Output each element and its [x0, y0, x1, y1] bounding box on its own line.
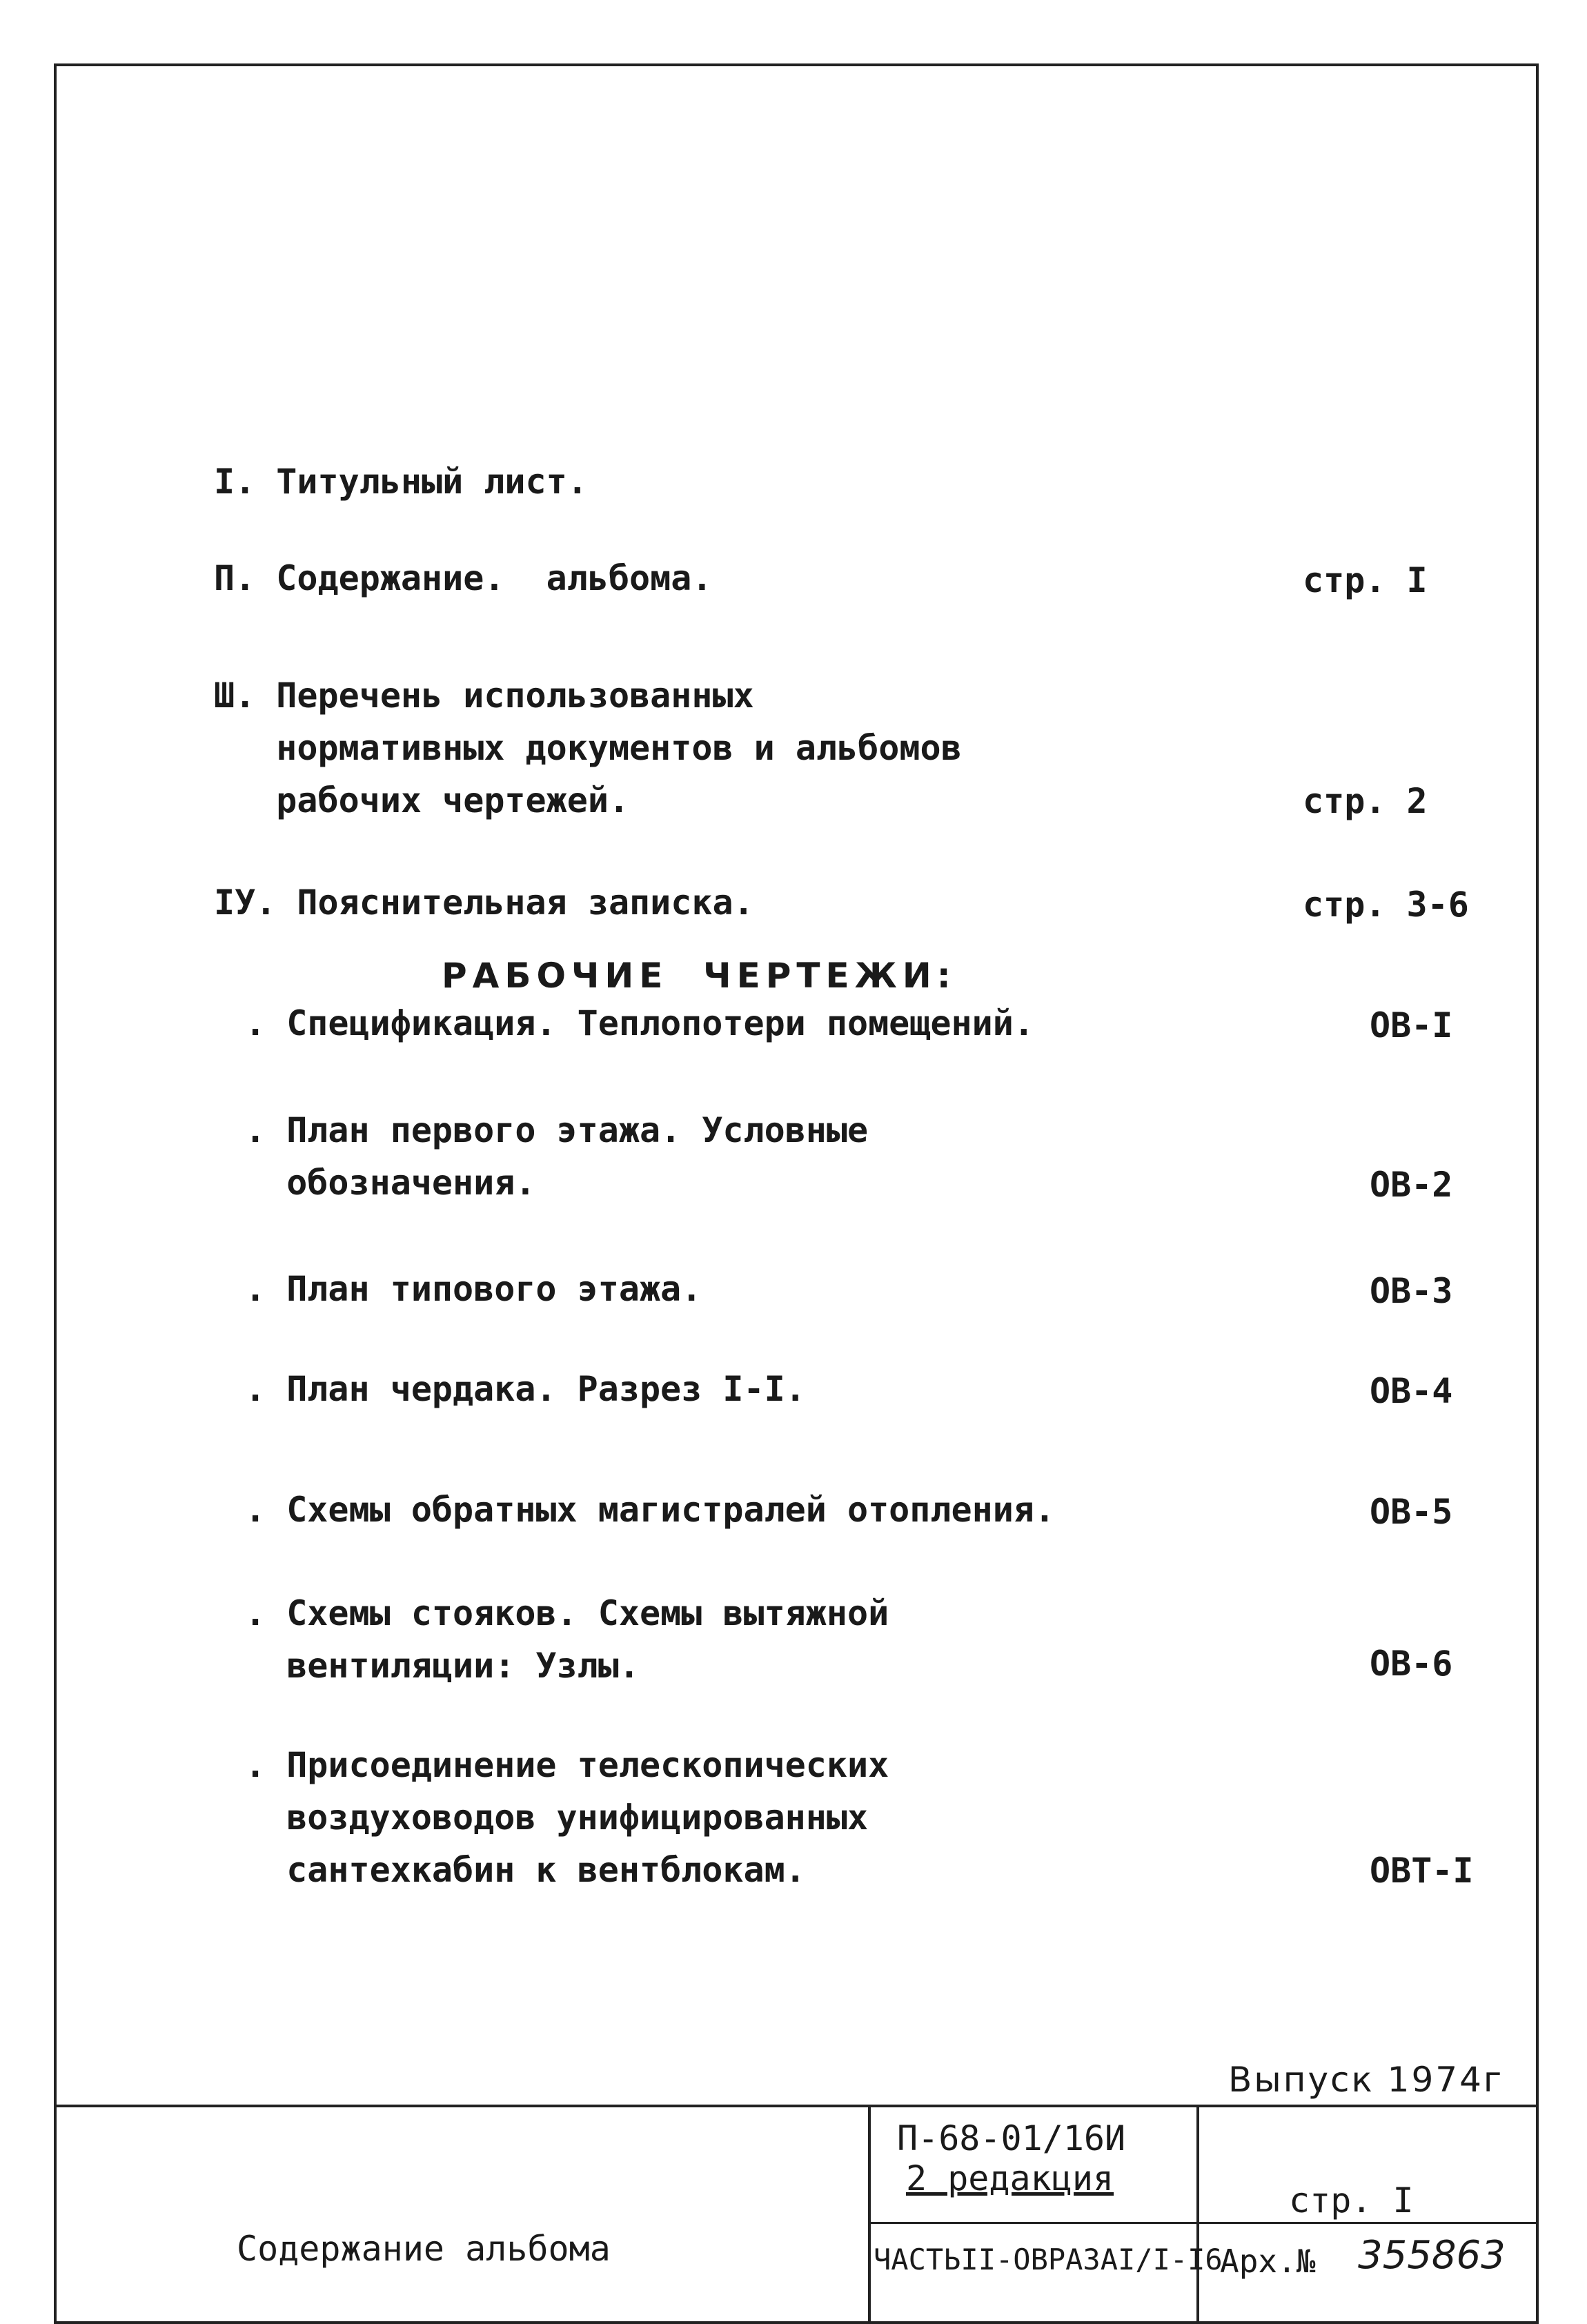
- title-block-row-line: [868, 2222, 1539, 2224]
- toc-item-4-page: стр. 3-6: [1303, 885, 1469, 925]
- toc-item-3-page: стр. 2: [1303, 781, 1428, 821]
- issue-note: Выпуск 1974г: [1228, 2060, 1504, 2100]
- drawing-item-6: . Схемы стояков. Схемы вытяжной вентиляции: Узлы.: [245, 1593, 889, 1686]
- title-block-top-line: [54, 2105, 1539, 2107]
- drawing-item-3: . План типового этажа.: [245, 1269, 702, 1309]
- drawing-item-2-ref: ОВ-2: [1370, 1165, 1453, 1205]
- drawing-item-1: . Спецификация. Теплопотери помещений.: [245, 1003, 1034, 1043]
- toc-item-1: I. Титульный лист.: [214, 462, 588, 502]
- document-title: Содержание альбома: [237, 2229, 611, 2269]
- stamp-code: ЧАСТЬII-ОВРАЗАI/I-I6: [874, 2243, 1223, 2276]
- title-block: [54, 2105, 1539, 2324]
- drawing-item-7-ref: ОВТ-I: [1370, 1851, 1474, 1891]
- drawing-item-4: . План чердака. Разрез I-I.: [245, 1369, 806, 1409]
- drawing-item-1-ref: ОВ-I: [1370, 1005, 1453, 1045]
- title-block-divider-2: [1196, 2105, 1199, 2324]
- document-code: П-68-01/16И: [897, 2118, 1126, 2158]
- archive-number: 355863: [1358, 2233, 1506, 2278]
- drawing-item-6-ref: ОВ-6: [1370, 1644, 1453, 1684]
- toc-item-2: П. Содержание. альбома.: [214, 558, 713, 598]
- archive-label: Арх.№: [1220, 2243, 1316, 2280]
- drawing-item-2: . План первого этажа. Условные обозначения.: [245, 1110, 869, 1203]
- drawing-item-5: . Схемы обратных магистралей отопления.: [245, 1490, 1055, 1530]
- sheet-number: стр. I: [1289, 2180, 1414, 2220]
- drawing-item-4-ref: ОВ-4: [1370, 1371, 1453, 1411]
- drawing-item-5-ref: ОВ-5: [1370, 1492, 1453, 1532]
- toc-item-3: Ш. Перечень использованных нормативных документов и альбомов рабочих чертежей.: [214, 676, 962, 820]
- toc-item-4: IУ. Пояснительная записка.: [214, 883, 754, 923]
- drawing-item-7: . Присоединение телескопических воздуховодов унифицированных сантехкабин к вентблокам.: [245, 1745, 889, 1890]
- drawing-item-3-ref: ОВ-3: [1370, 1271, 1453, 1311]
- document-edition: 2 редакция: [906, 2158, 1114, 2198]
- working-drawings-heading: РАБОЧИЕ ЧЕРТЕЖИ:: [442, 956, 956, 996]
- title-block-divider-1: [868, 2105, 871, 2324]
- toc-item-2-page: стр. I: [1303, 560, 1428, 600]
